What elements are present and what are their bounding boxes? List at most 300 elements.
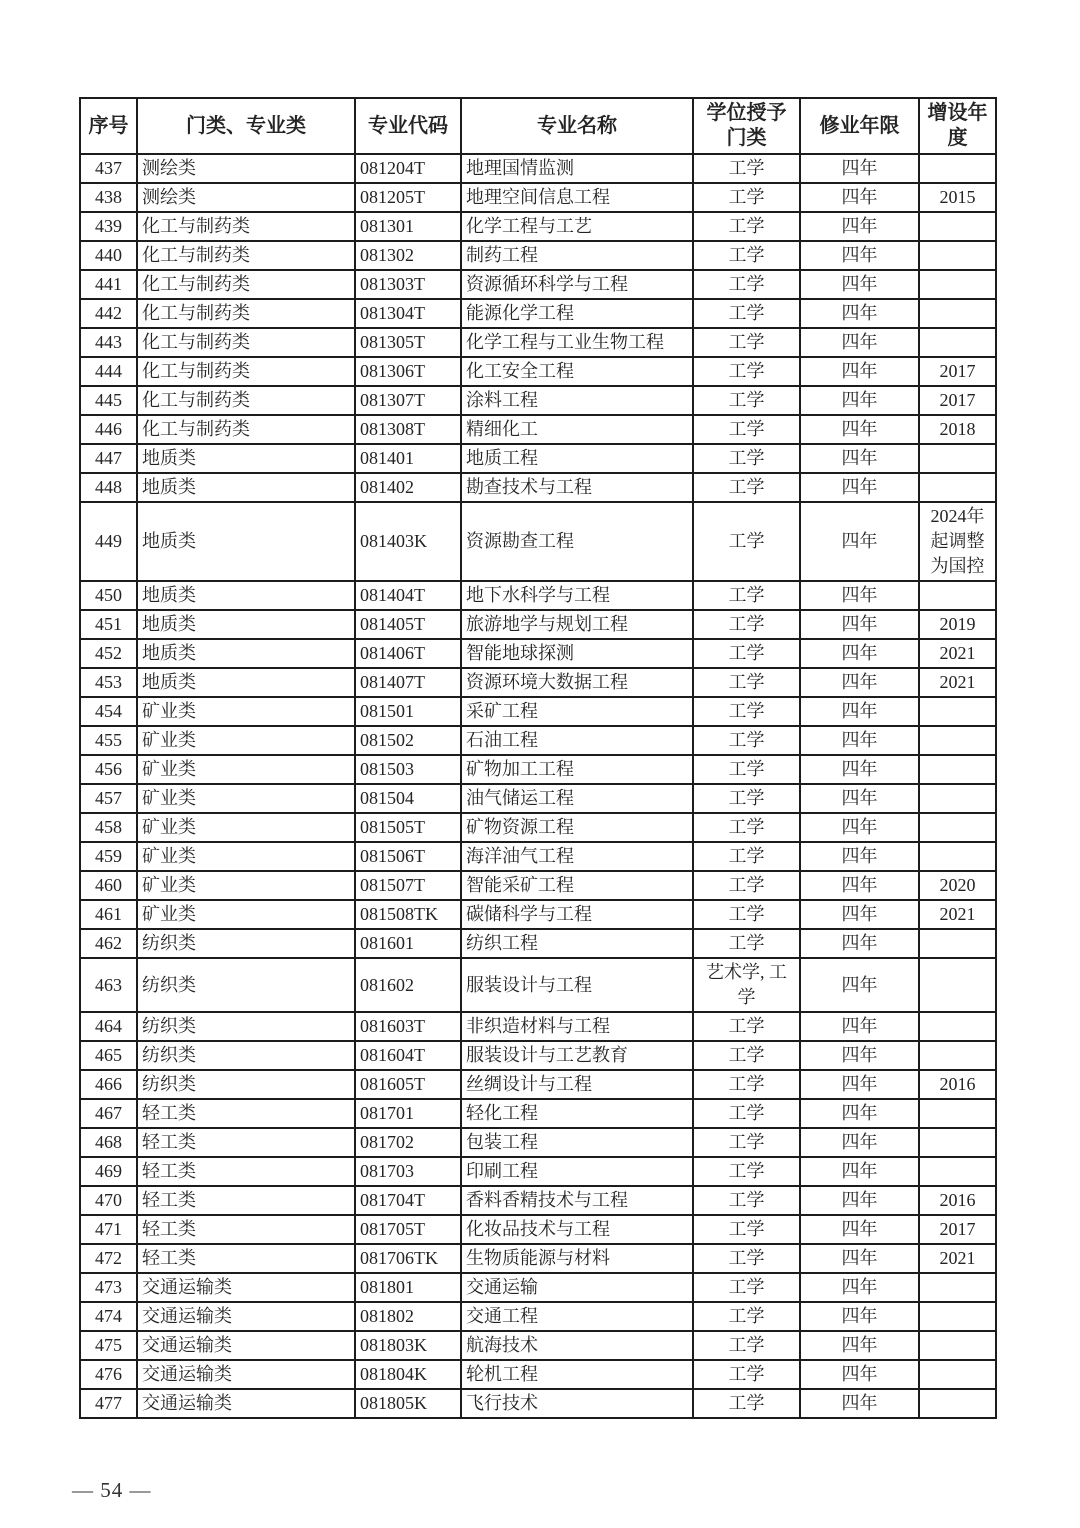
cell-code: 081303T xyxy=(355,270,461,299)
header-row xyxy=(80,98,996,154)
cell-degree: 工学 xyxy=(693,154,800,183)
cell-name: 精细化工 xyxy=(461,415,693,444)
cell-degree: 工学 xyxy=(693,1360,800,1389)
cell-duration: 四年 xyxy=(800,697,919,726)
cell-degree: 工学 xyxy=(693,900,800,929)
cell-duration: 四年 xyxy=(800,1041,919,1070)
cell-no: 467 xyxy=(80,1099,137,1128)
cell-code: 081404T xyxy=(355,581,461,610)
cell-no: 461 xyxy=(80,900,137,929)
cell-code: 081407T xyxy=(355,668,461,697)
cell-degree: 工学 xyxy=(693,929,800,958)
cell-name: 印刷工程 xyxy=(461,1157,693,1186)
cell-no: 438 xyxy=(80,183,137,212)
cell-duration: 四年 xyxy=(800,502,919,581)
cell-category: 矿业类 xyxy=(137,697,355,726)
cell-no: 477 xyxy=(80,1389,137,1418)
cell-year xyxy=(919,328,996,357)
cell-code: 081405T xyxy=(355,610,461,639)
cell-duration: 四年 xyxy=(800,668,919,697)
cell-no: 451 xyxy=(80,610,137,639)
table-row xyxy=(80,1389,996,1418)
cell-year xyxy=(919,1041,996,1070)
cell-no: 440 xyxy=(80,241,137,270)
cell-code: 081204T xyxy=(355,154,461,183)
cell-year xyxy=(919,473,996,502)
cell-year xyxy=(919,154,996,183)
cell-year xyxy=(919,1128,996,1157)
cell-degree: 工学 xyxy=(693,386,800,415)
table-row xyxy=(80,871,996,900)
table-row xyxy=(80,1331,996,1360)
cell-year xyxy=(919,1099,996,1128)
table-row xyxy=(80,270,996,299)
cell-code: 081701 xyxy=(355,1099,461,1128)
cell-name: 生物质能源与材料 xyxy=(461,1244,693,1273)
cell-code: 081502 xyxy=(355,726,461,755)
cell-code: 081306T xyxy=(355,357,461,386)
cell-name: 采矿工程 xyxy=(461,697,693,726)
cell-no: 473 xyxy=(80,1273,137,1302)
cell-duration: 四年 xyxy=(800,1012,919,1041)
header-category: 门类、专业类 xyxy=(137,98,355,154)
cell-name: 丝绸设计与工程 xyxy=(461,1070,693,1099)
cell-category: 化工与制药类 xyxy=(137,241,355,270)
cell-category: 轻工类 xyxy=(137,1157,355,1186)
table-row xyxy=(80,154,996,183)
cell-no: 450 xyxy=(80,581,137,610)
table-row xyxy=(80,1128,996,1157)
cell-year xyxy=(919,299,996,328)
cell-name: 制药工程 xyxy=(461,241,693,270)
cell-no: 476 xyxy=(80,1360,137,1389)
cell-code: 081605T xyxy=(355,1070,461,1099)
cell-year: 2017 xyxy=(919,386,996,415)
table-row xyxy=(80,1099,996,1128)
cell-year xyxy=(919,813,996,842)
cell-category: 地质类 xyxy=(137,610,355,639)
cell-duration: 四年 xyxy=(800,386,919,415)
cell-degree: 工学 xyxy=(693,1099,800,1128)
cell-degree: 工学 xyxy=(693,241,800,270)
table-row xyxy=(80,1360,996,1389)
cell-code: 081508TK xyxy=(355,900,461,929)
table-header xyxy=(80,98,996,154)
cell-category: 轻工类 xyxy=(137,1099,355,1128)
cell-code: 081706TK xyxy=(355,1244,461,1273)
cell-year: 2021 xyxy=(919,639,996,668)
cell-name: 服装设计与工程 xyxy=(461,958,693,1012)
cell-no: 462 xyxy=(80,929,137,958)
header-name: 专业名称 xyxy=(461,98,693,154)
cell-duration: 四年 xyxy=(800,813,919,842)
cell-category: 交通运输类 xyxy=(137,1389,355,1418)
cell-duration: 四年 xyxy=(800,958,919,1012)
cell-duration: 四年 xyxy=(800,755,919,784)
cell-duration: 四年 xyxy=(800,784,919,813)
cell-name: 石油工程 xyxy=(461,726,693,755)
cell-year xyxy=(919,270,996,299)
cell-duration: 四年 xyxy=(800,900,919,929)
cell-degree: 工学 xyxy=(693,1070,800,1099)
cell-no: 442 xyxy=(80,299,137,328)
cell-code: 081403K xyxy=(355,502,461,581)
cell-name: 化学工程与工业生物工程 xyxy=(461,328,693,357)
table-row xyxy=(80,581,996,610)
cell-no: 454 xyxy=(80,697,137,726)
cell-no: 446 xyxy=(80,415,137,444)
cell-year: 2016 xyxy=(919,1186,996,1215)
cell-category: 矿业类 xyxy=(137,842,355,871)
cell-duration: 四年 xyxy=(800,1157,919,1186)
cell-duration: 四年 xyxy=(800,1215,919,1244)
cell-category: 化工与制药类 xyxy=(137,386,355,415)
cell-name: 地理空间信息工程 xyxy=(461,183,693,212)
table-row xyxy=(80,755,996,784)
cell-name: 飞行技术 xyxy=(461,1389,693,1418)
cell-name: 轮机工程 xyxy=(461,1360,693,1389)
cell-name: 海洋油气工程 xyxy=(461,842,693,871)
table-row xyxy=(80,1215,996,1244)
cell-no: 470 xyxy=(80,1186,137,1215)
cell-code: 081705T xyxy=(355,1215,461,1244)
table-body xyxy=(80,154,996,1418)
cell-duration: 四年 xyxy=(800,415,919,444)
cell-degree: 工学 xyxy=(693,1128,800,1157)
cell-year: 2016 xyxy=(919,1070,996,1099)
cell-code: 081804K xyxy=(355,1360,461,1389)
cell-duration: 四年 xyxy=(800,154,919,183)
cell-category: 地质类 xyxy=(137,502,355,581)
cell-category: 化工与制药类 xyxy=(137,357,355,386)
cell-code: 081602 xyxy=(355,958,461,1012)
table-row xyxy=(80,929,996,958)
cell-degree: 工学 xyxy=(693,581,800,610)
cell-year xyxy=(919,1157,996,1186)
cell-no: 456 xyxy=(80,755,137,784)
table-row xyxy=(80,1244,996,1273)
cell-name: 资源循环科学与工程 xyxy=(461,270,693,299)
cell-year xyxy=(919,697,996,726)
cell-code: 081603T xyxy=(355,1012,461,1041)
cell-code: 081507T xyxy=(355,871,461,900)
table-row xyxy=(80,1302,996,1331)
cell-name: 矿物资源工程 xyxy=(461,813,693,842)
table-row xyxy=(80,212,996,241)
cell-year: 2021 xyxy=(919,1244,996,1273)
cell-category: 纺织类 xyxy=(137,1041,355,1070)
cell-degree: 工学 xyxy=(693,444,800,473)
cell-category: 矿业类 xyxy=(137,900,355,929)
cell-degree: 工学 xyxy=(693,1273,800,1302)
cell-degree: 工学 xyxy=(693,697,800,726)
cell-degree: 工学 xyxy=(693,755,800,784)
cell-degree: 工学 xyxy=(693,473,800,502)
table-row xyxy=(80,183,996,212)
cell-category: 交通运输类 xyxy=(137,1331,355,1360)
header-code: 专业代码 xyxy=(355,98,461,154)
cell-code: 081504 xyxy=(355,784,461,813)
cell-degree: 工学 xyxy=(693,502,800,581)
cell-degree: 工学 xyxy=(693,668,800,697)
cell-category: 交通运输类 xyxy=(137,1360,355,1389)
header-degree: 学位授予门类 xyxy=(693,98,800,154)
cell-code: 081802 xyxy=(355,1302,461,1331)
cell-year: 2015 xyxy=(919,183,996,212)
cell-year xyxy=(919,784,996,813)
cell-no: 441 xyxy=(80,270,137,299)
cell-category: 化工与制药类 xyxy=(137,270,355,299)
table-row xyxy=(80,900,996,929)
cell-name: 资源勘查工程 xyxy=(461,502,693,581)
cell-category: 地质类 xyxy=(137,668,355,697)
cell-category: 矿业类 xyxy=(137,871,355,900)
cell-code: 081205T xyxy=(355,183,461,212)
cell-no: 448 xyxy=(80,473,137,502)
cell-degree: 工学 xyxy=(693,610,800,639)
cell-code: 081801 xyxy=(355,1273,461,1302)
cell-no: 464 xyxy=(80,1012,137,1041)
cell-name: 涂料工程 xyxy=(461,386,693,415)
cell-name: 交通运输 xyxy=(461,1273,693,1302)
cell-year xyxy=(919,755,996,784)
cell-no: 453 xyxy=(80,668,137,697)
table-row xyxy=(80,357,996,386)
cell-code: 081505T xyxy=(355,813,461,842)
cell-name: 地下水科学与工程 xyxy=(461,581,693,610)
cell-code: 081305T xyxy=(355,328,461,357)
cell-category: 化工与制药类 xyxy=(137,299,355,328)
cell-duration: 四年 xyxy=(800,610,919,639)
cell-duration: 四年 xyxy=(800,444,919,473)
cell-no: 445 xyxy=(80,386,137,415)
cell-code: 081402 xyxy=(355,473,461,502)
cell-no: 474 xyxy=(80,1302,137,1331)
cell-name: 旅游地学与规划工程 xyxy=(461,610,693,639)
cell-name: 碳储科学与工程 xyxy=(461,900,693,929)
table-row xyxy=(80,473,996,502)
cell-code: 081601 xyxy=(355,929,461,958)
cell-no: 469 xyxy=(80,1157,137,1186)
cell-category: 纺织类 xyxy=(137,1012,355,1041)
cell-category: 测绘类 xyxy=(137,154,355,183)
cell-code: 081703 xyxy=(355,1157,461,1186)
cell-name: 包装工程 xyxy=(461,1128,693,1157)
cell-year: 2018 xyxy=(919,415,996,444)
cell-code: 081308T xyxy=(355,415,461,444)
cell-category: 轻工类 xyxy=(137,1128,355,1157)
cell-category: 矿业类 xyxy=(137,813,355,842)
cell-code: 081704T xyxy=(355,1186,461,1215)
cell-duration: 四年 xyxy=(800,1128,919,1157)
cell-year xyxy=(919,842,996,871)
cell-year xyxy=(919,241,996,270)
cell-degree: 工学 xyxy=(693,299,800,328)
cell-year: 2020 xyxy=(919,871,996,900)
cell-duration: 四年 xyxy=(800,270,919,299)
cell-duration: 四年 xyxy=(800,1389,919,1418)
cell-degree: 工学 xyxy=(693,1186,800,1215)
cell-year xyxy=(919,1389,996,1418)
cell-duration: 四年 xyxy=(800,212,919,241)
cell-category: 地质类 xyxy=(137,581,355,610)
cell-duration: 四年 xyxy=(800,1099,919,1128)
cell-category: 地质类 xyxy=(137,639,355,668)
cell-duration: 四年 xyxy=(800,726,919,755)
cell-degree: 工学 xyxy=(693,357,800,386)
table-row xyxy=(80,386,996,415)
header-no: 序号 xyxy=(80,98,137,154)
cell-no: 443 xyxy=(80,328,137,357)
cell-code: 081604T xyxy=(355,1041,461,1070)
cell-degree: 工学 xyxy=(693,328,800,357)
cell-no: 439 xyxy=(80,212,137,241)
cell-duration: 四年 xyxy=(800,639,919,668)
cell-code: 081803K xyxy=(355,1331,461,1360)
cell-no: 466 xyxy=(80,1070,137,1099)
cell-degree: 工学 xyxy=(693,415,800,444)
table-row xyxy=(80,444,996,473)
cell-category: 矿业类 xyxy=(137,784,355,813)
cell-category: 轻工类 xyxy=(137,1215,355,1244)
cell-no: 465 xyxy=(80,1041,137,1070)
cell-code: 081506T xyxy=(355,842,461,871)
cell-year xyxy=(919,929,996,958)
cell-duration: 四年 xyxy=(800,357,919,386)
cell-no: 452 xyxy=(80,639,137,668)
cell-name: 交通工程 xyxy=(461,1302,693,1331)
cell-degree: 工学 xyxy=(693,639,800,668)
cell-duration: 四年 xyxy=(800,241,919,270)
table-row xyxy=(80,241,996,270)
cell-name: 地理国情监测 xyxy=(461,154,693,183)
cell-degree: 工学 xyxy=(693,1244,800,1273)
table-row xyxy=(80,813,996,842)
cell-code: 081406T xyxy=(355,639,461,668)
cell-year xyxy=(919,1273,996,1302)
cell-degree: 工学 xyxy=(693,1302,800,1331)
cell-no: 437 xyxy=(80,154,137,183)
cell-degree: 工学 xyxy=(693,842,800,871)
cell-year xyxy=(919,212,996,241)
cell-no: 455 xyxy=(80,726,137,755)
table-row xyxy=(80,958,996,1012)
cell-no: 460 xyxy=(80,871,137,900)
cell-code: 081302 xyxy=(355,241,461,270)
cell-no: 458 xyxy=(80,813,137,842)
cell-duration: 四年 xyxy=(800,1302,919,1331)
table-row xyxy=(80,1273,996,1302)
cell-name: 纺织工程 xyxy=(461,929,693,958)
cell-no: 457 xyxy=(80,784,137,813)
cell-year xyxy=(919,581,996,610)
cell-year: 2017 xyxy=(919,1215,996,1244)
cell-duration: 四年 xyxy=(800,581,919,610)
cell-year xyxy=(919,1302,996,1331)
cell-degree: 艺术学, 工学 xyxy=(693,958,800,1012)
cell-no: 468 xyxy=(80,1128,137,1157)
cell-name: 非织造材料与工程 xyxy=(461,1012,693,1041)
cell-duration: 四年 xyxy=(800,1186,919,1215)
table-row xyxy=(80,842,996,871)
cell-year: 2024年起调整为国控 xyxy=(919,502,996,581)
cell-name: 化工安全工程 xyxy=(461,357,693,386)
cell-category: 化工与制药类 xyxy=(137,415,355,444)
cell-category: 轻工类 xyxy=(137,1244,355,1273)
cell-degree: 工学 xyxy=(693,270,800,299)
cell-category: 纺织类 xyxy=(137,1070,355,1099)
cell-no: 472 xyxy=(80,1244,137,1273)
cell-code: 081503 xyxy=(355,755,461,784)
cell-degree: 工学 xyxy=(693,871,800,900)
table-row xyxy=(80,668,996,697)
cell-name: 轻化工程 xyxy=(461,1099,693,1128)
cell-name: 油气储运工程 xyxy=(461,784,693,813)
majors-table xyxy=(79,97,997,1419)
cell-no: 447 xyxy=(80,444,137,473)
cell-name: 香料香精技术与工程 xyxy=(461,1186,693,1215)
cell-name: 智能地球探测 xyxy=(461,639,693,668)
table-row xyxy=(80,502,996,581)
table-row xyxy=(80,328,996,357)
cell-duration: 四年 xyxy=(800,1331,919,1360)
table-row xyxy=(80,784,996,813)
cell-name: 化学工程与工艺 xyxy=(461,212,693,241)
table-row xyxy=(80,1012,996,1041)
cell-code: 081805K xyxy=(355,1389,461,1418)
cell-code: 081304T xyxy=(355,299,461,328)
cell-name: 服装设计与工艺教育 xyxy=(461,1041,693,1070)
cell-duration: 四年 xyxy=(800,871,919,900)
table-row xyxy=(80,415,996,444)
cell-name: 地质工程 xyxy=(461,444,693,473)
cell-duration: 四年 xyxy=(800,183,919,212)
cell-name: 资源环境大数据工程 xyxy=(461,668,693,697)
cell-degree: 工学 xyxy=(693,726,800,755)
cell-code: 081702 xyxy=(355,1128,461,1157)
table-row xyxy=(80,726,996,755)
cell-degree: 工学 xyxy=(693,183,800,212)
cell-no: 471 xyxy=(80,1215,137,1244)
cell-degree: 工学 xyxy=(693,813,800,842)
header-year: 增设年度 xyxy=(919,98,996,154)
cell-category: 矿业类 xyxy=(137,726,355,755)
cell-year xyxy=(919,1012,996,1041)
cell-degree: 工学 xyxy=(693,1389,800,1418)
cell-category: 矿业类 xyxy=(137,755,355,784)
cell-no: 444 xyxy=(80,357,137,386)
table-row xyxy=(80,299,996,328)
cell-degree: 工学 xyxy=(693,1041,800,1070)
cell-degree: 工学 xyxy=(693,1157,800,1186)
cell-duration: 四年 xyxy=(800,1244,919,1273)
cell-name: 智能采矿工程 xyxy=(461,871,693,900)
table-row xyxy=(80,610,996,639)
cell-category: 交通运输类 xyxy=(137,1273,355,1302)
cell-no: 463 xyxy=(80,958,137,1012)
cell-code: 081501 xyxy=(355,697,461,726)
cell-no: 449 xyxy=(80,502,137,581)
cell-degree: 工学 xyxy=(693,1012,800,1041)
cell-duration: 四年 xyxy=(800,1360,919,1389)
cell-degree: 工学 xyxy=(693,1331,800,1360)
cell-code: 081301 xyxy=(355,212,461,241)
table-row xyxy=(80,697,996,726)
cell-code: 081401 xyxy=(355,444,461,473)
cell-category: 交通运输类 xyxy=(137,1302,355,1331)
cell-duration: 四年 xyxy=(800,473,919,502)
cell-year xyxy=(919,1360,996,1389)
